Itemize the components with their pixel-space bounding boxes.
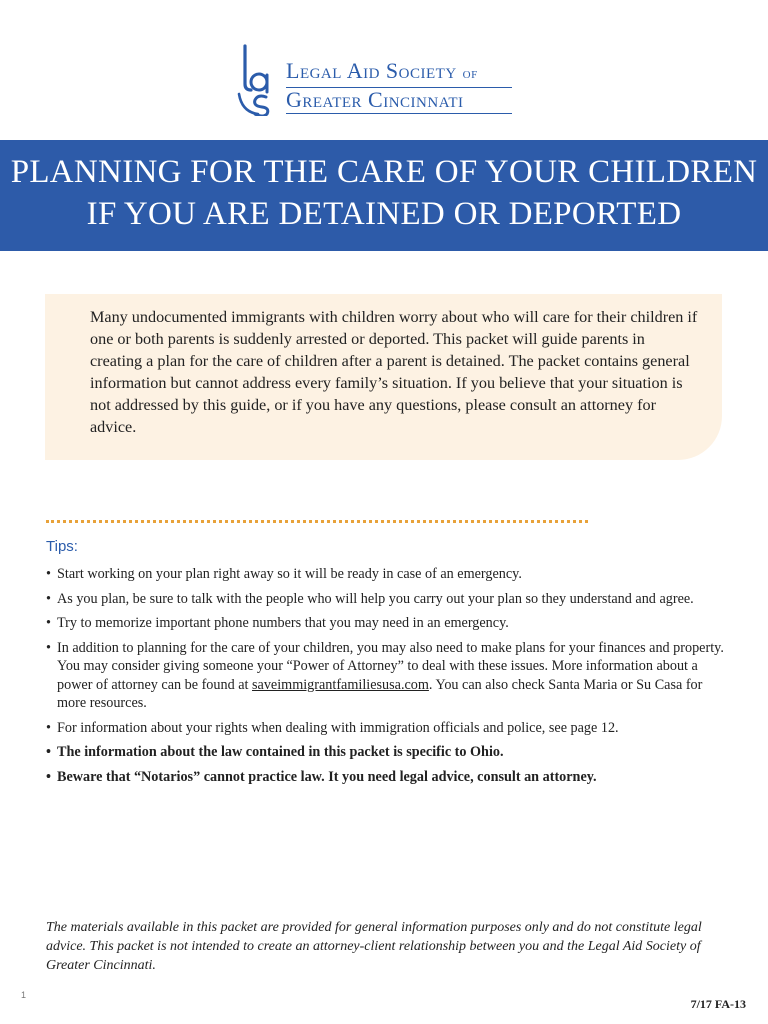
- tip-finances-text: In addition to planning for the care of your children, you may also need to make plans for your finances and property. You may consider giving someone your “Power of Attorney” to deal with these issues. More information about a power of attorney can be found at: [57, 639, 724, 693]
- tip-item-ohio-law: • The information about the law contained in this packet is specific to Ohio.: [46, 743, 726, 762]
- page-number: 1: [21, 990, 27, 1000]
- intro-text: Many undocumented immigrants with children worry about who will care for their children if one or both parents is suddenly arrested or deported. This packet will guide parents in creating a plan for the care of children after a parent is detained. The packet contains general information but cannot address every family’s situation. If you believe that your situation is not addressed by this guide, or if you have any questions, please consult an attorney for advice.: [90, 308, 698, 436]
- organization-name-of: of: [462, 66, 478, 82]
- logo-underline: [286, 113, 512, 114]
- tip-item: • As you plan, be sure to talk with the people who will help you carry out your plan so they understand and agree.: [46, 590, 726, 609]
- las-monogram-icon: [236, 42, 280, 116]
- organization-name: [286, 59, 512, 114]
- tip-item-rights: • For information about your rights when dealing with immigration officials and police, see page 12.: [46, 719, 726, 738]
- tip-finances-text-end: . You can also check Santa Maria or Su Casa for more resources.: [57, 676, 703, 711]
- organization-name-line1: Legal Aid Society: [286, 58, 457, 83]
- intro-box: [45, 294, 722, 460]
- legal-disclaimer: The materials available in this packet are provided for general information purposes only and do not constitute legal advice. This packet is not intended to create an attorney-client relationship between you and the Legal Aid Society of Greater Cincinnati.: [46, 920, 702, 973]
- title-banner: [0, 140, 768, 251]
- organization-name-line2: Greater Cincinnati: [286, 87, 464, 112]
- title-line-2: IF YOU ARE DETAINED OR DEPORTED: [86, 196, 682, 232]
- tips-heading: Tips:: [46, 538, 78, 555]
- tip-item-finances: [46, 639, 726, 713]
- saveimmigrantfamilies-link[interactable]: saveimmigrantfamiliesusa.com: [252, 676, 429, 693]
- tip-item-notarios-warning: • Beware that “Notarios” cannot practice law. It you need legal advice, consult an attorney.: [46, 768, 726, 787]
- organization-logo: [236, 42, 536, 116]
- title-line-1: PLANNING FOR THE CARE OF YOUR CHILDREN: [10, 154, 758, 190]
- dotted-divider: [46, 520, 588, 523]
- form-code: 7/17 FA-13: [690, 997, 746, 1011]
- tip-item: • Start working on your plan right away so it will be ready in case of an emergency.: [46, 565, 726, 584]
- tip-item: • Try to memorize important phone numbers that you may need in an emergency.: [46, 614, 726, 633]
- tips-list: [46, 565, 726, 786]
